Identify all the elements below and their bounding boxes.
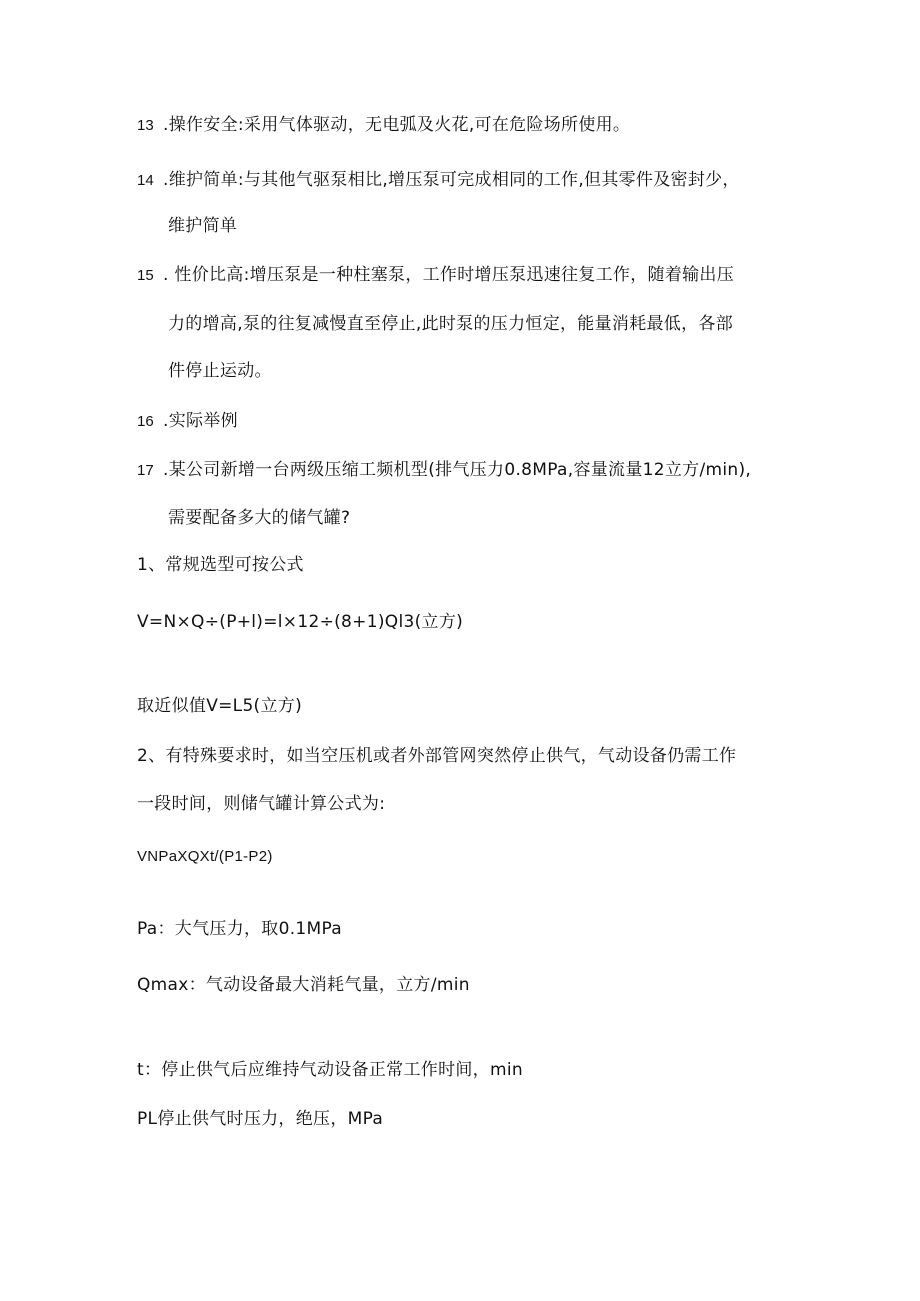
item-number: 13 <box>137 117 154 134</box>
formula-1: V=N×Q÷(P+l)=l×12÷(8+1)Ql3(立方) <box>137 612 464 632</box>
definition-qmax: Qmax：气动设备最大消耗气量，立方∕min <box>137 975 470 995</box>
item-number: 17 <box>137 462 154 479</box>
definition-pa: Pa：大气压力，取0.1MPa <box>137 919 343 939</box>
approx-value: 取近似值V=L5(立方) <box>137 696 303 716</box>
section-paragraph: 2、有特殊要求时，如当空压机或者外部管网突然停止供气，气动设备仍需工作 <box>137 746 737 766</box>
item-text-continuation: 维护简单 <box>168 216 238 236</box>
item-text-continuation: 力的增高,泵的往复减慢直至停止,此时泵的压力恒定，能量消耗最低，各部 <box>168 314 734 334</box>
item-text-continuation: 需要配备多大的储气罐? <box>168 508 351 528</box>
item-number: 16 <box>137 413 154 430</box>
item-number: 15 <box>137 267 154 284</box>
item-text: .操作安全:采用气体驱动，无电弧及火花,可在危险场所使用。 <box>163 115 631 135</box>
item-text: .实际举例 <box>163 411 238 431</box>
definition-t: t：停止供气后应维持气动设备正常工作时间，min <box>137 1060 523 1080</box>
section-heading: 1、常规选型可按公式 <box>137 555 304 575</box>
item-text: .某公司新增一台两级压缩工频机型(排气压力0.8MPa,容量流量12立方∕min), <box>163 460 752 480</box>
formula-2: VNPaXQXt/(P1-P2) <box>137 848 273 865</box>
item-text: .维护简单:与其他气驱泵相比,增压泵可完成相同的工作,但其零件及密封少， <box>163 170 740 190</box>
item-number: 14 <box>137 172 154 189</box>
item-text: . 性价比高:增压泵是一种柱塞泵，工作时增压泵迅速往复工作，随着输出压 <box>163 265 735 285</box>
item-text-continuation: 件停止运动。 <box>168 361 272 381</box>
definition-pl: PL停止供气时压力，绝压，MPa <box>137 1109 384 1129</box>
section-paragraph: 一段时间，则储气罐计算公式为: <box>137 794 386 814</box>
